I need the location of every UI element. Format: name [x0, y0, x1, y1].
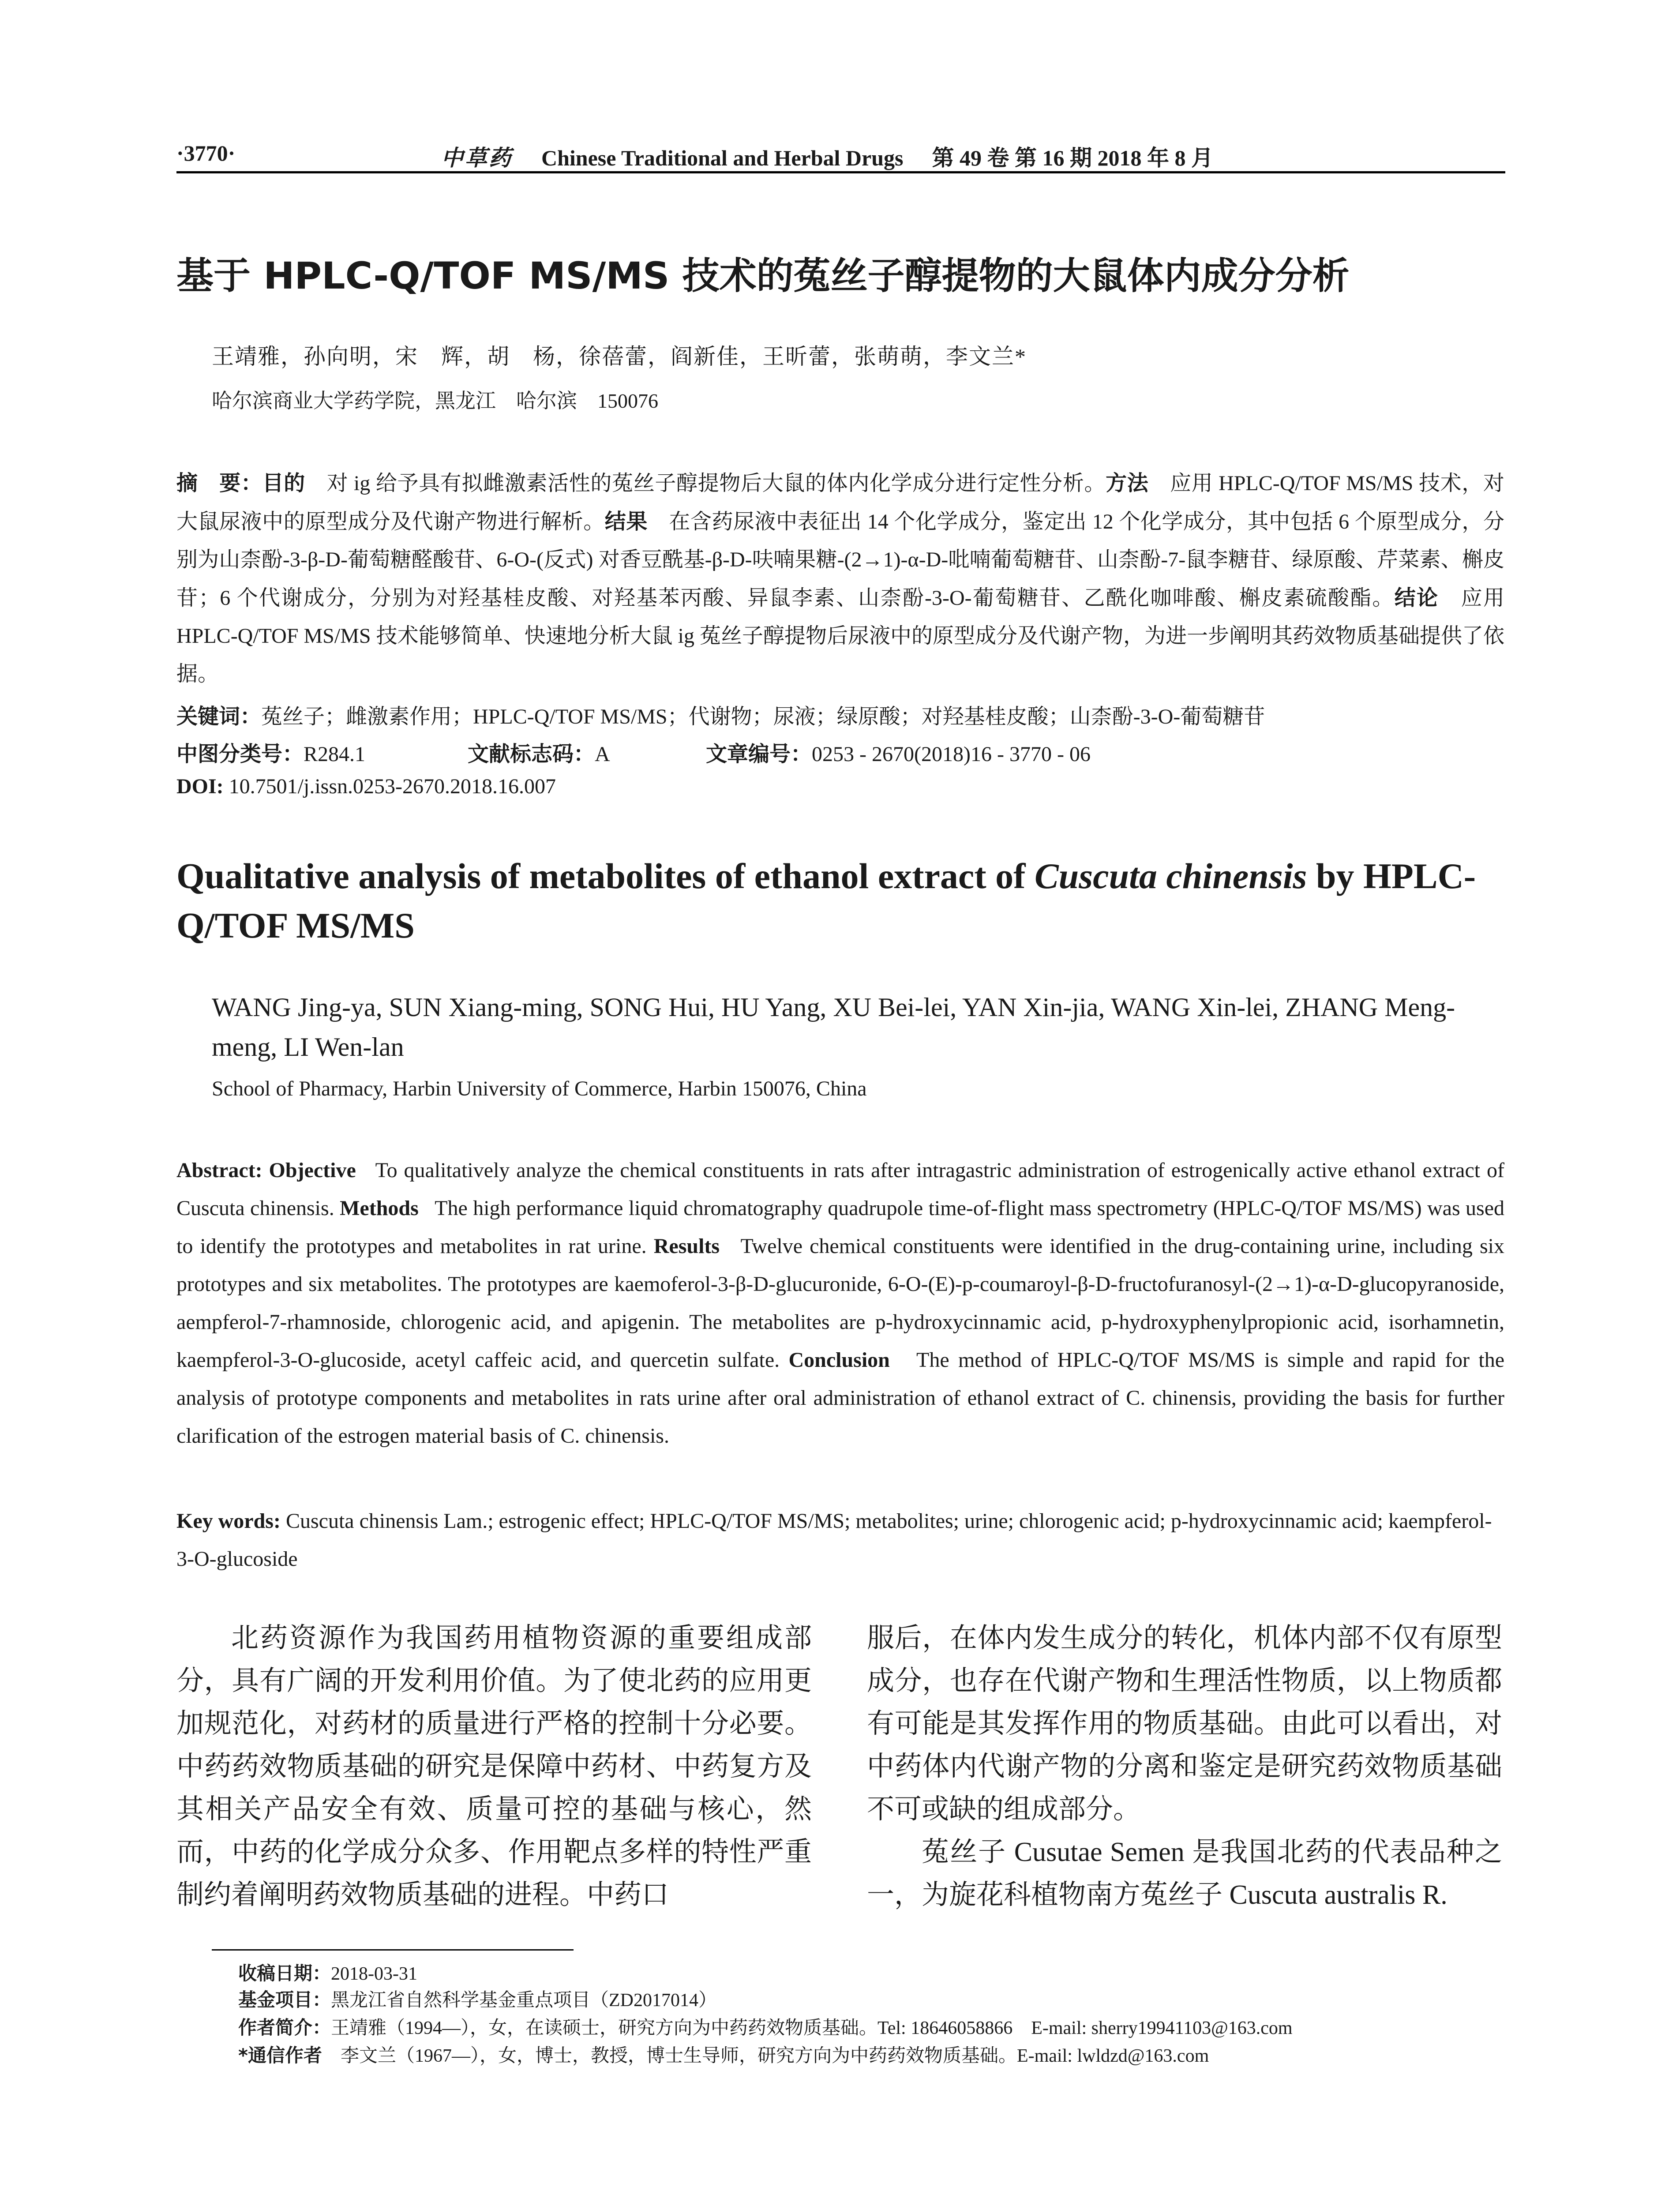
title-en-species: Cuscuta chinensis [1034, 856, 1307, 896]
doi-value[interactable]: 10.7501/j.issn.0253-2670.2018.16.007 [229, 775, 556, 798]
authors-cn: 王靖雅，孙向明，宋 辉，胡 杨，徐蓓蕾，阎新佳，王昕蕾，张萌萌，李文兰* [212, 344, 1027, 369]
objective-cn: 对 ig 给予具有拟雌激素活性的菟丝子醇提物后大鼠的体内化学成分进行定性分析。 [326, 472, 1106, 495]
fund-text: 黑龙江省自然科学基金重点项目（ZD2017014） [331, 1990, 717, 2011]
abstract-en [176, 1152, 1504, 1455]
abstract-en-label: Abstract: Objective [176, 1159, 356, 1182]
journal-issue: 第 49 卷 第 16 期 2018 年 8 月 [932, 146, 1213, 170]
conclusion-en: The method of HPLC-Q/TOF MS/MS is simple and rapid for the analysis of prototype components and metabolites in rats urine after oral administration of ethanol extract of C. chinensis, providing the basis for further clarification of the estrogen material basis of C. chinensis. [176, 1348, 1505, 1448]
body-paragraph: 菟丝子 Cusutae Semen 是我国北药的代表品种之一，为旋花科植物南方菟丝子 Cuscuta australis R. [867, 1837, 1502, 1910]
journal-name-en: Chinese Traditional and Herbal Drugs [541, 146, 904, 170]
keywords-cn [176, 699, 1504, 730]
results-en-label: Results [653, 1234, 720, 1258]
footnote-corresponding [238, 2041, 1518, 2067]
methods-cn-label: 方法 [1106, 471, 1149, 495]
footnote-fund [238, 1985, 1518, 2012]
doi-label: DOI: [176, 775, 224, 798]
footnote-rule [212, 1949, 574, 1951]
affiliation-cn: 哈尔滨商业大学药学院，黑龙江 哈尔滨 150076 [212, 390, 658, 412]
header-rule [176, 171, 1505, 173]
body-paragraph: 北药资源作为我国药用植物资源的重要组成部分，具有广阔的开发利用价值。为了使北药的应用更加规范化，对药材的质量进行严格的控制十分必要。中药药效物质基础的研究是保障中药材、中药复方及其相关产品安全有效、质量可控的基础与核心，然而，中药的化学成分众多、作用靶点多样的特性严重制约着阐明药效物质基础的进程。中药口 [176, 1623, 812, 1910]
fund-label: 基金项目： [238, 1989, 331, 2011]
classification-line [176, 737, 1504, 767]
affiliation-en: School of Pharmacy, Harbin University of Commerce, Harbin 150076, China [212, 1077, 867, 1100]
article-number-label: 文章编号： [706, 742, 812, 766]
received-date: 2018-03-31 [331, 1964, 417, 1984]
title-en [176, 852, 1522, 950]
objective-en: To qualitatively analyze the chemical constituents in rats after intragastric administration of estrogenically active ethanol extract of Cuscuta chinensis. [176, 1159, 1505, 1220]
journal-name-cn: 中草药 [441, 146, 513, 170]
abstract-cn [176, 464, 1504, 693]
body-paragraph: 服后，在体内发生成分的转化，机体内部不仅有原型成分，也存在代谢产物和生理活性物质，以上物质都有可能是其发挥作用的物质基础。由此可以看出，对中药体内代谢产物的分离和鉴定是研究药效物质基础不可或缺的组成部分。 [867, 1623, 1502, 1824]
article-number-value: 0253 - 2670(2018)16 - 3770 - 06 [812, 743, 1091, 766]
journal-header [441, 140, 1500, 172]
footnote-author [238, 2013, 1518, 2040]
conclusion-en-label: Conclusion [788, 1348, 890, 1372]
keywords-cn-text: 菟丝子；雌激素作用；HPLC-Q/TOF MS/MS；代谢物；尿液；绿原酸；对羟基桂皮酸；山柰酚-3-O-葡萄糖苷 [261, 705, 1265, 728]
methods-cn: 应用 HPLC-Q/TOF MS/MS 技术，对大鼠尿液中的原型成分及代谢产物进行解析。 [176, 472, 1504, 533]
title-cn: 基于 HPLC-Q/TOF MS/MS 技术的菟丝子醇提物的大鼠体内成分分析 [176, 254, 1350, 297]
clc-label: 中图分类号： [176, 742, 304, 766]
title-en-part1: Qualitative analysis of metabolites of ethanol extract of [176, 856, 1035, 896]
results-cn: 在含药尿液中表征出 14 个化学成分，鉴定出 12 个化学成分，其中包括 6 个原型成分，分别为山柰酚-3-β-D-葡萄糖醛酸苷、6-O-(反式) 对香豆酰基-β-D-呋喃果糖-(2→1)-α-D-吡喃葡萄糖苷、山柰酚-7-鼠李糖苷、绿原酸、芹菜素、槲皮苷；6 个代谢成分，分别为对羟基桂皮酸、对羟基苯丙酸、异鼠李素、山柰酚-3-O-葡萄糖苷、乙酰化咖啡酸、槲皮素硫酸酯。 [176, 510, 1504, 610]
clc-value: R284.1 [304, 743, 366, 766]
doi-line [176, 774, 1504, 799]
author-bio-label: 作者简介： [238, 2017, 331, 2038]
keywords-en-label: Key words: [176, 1509, 281, 1533]
page-number: ·3770· [176, 141, 236, 165]
author-bio-text: 王靖雅（1994—），女，在读硕士，研究方向为中药药效物质基础。Tel: 18646058866 E-mail: sherry19941103@163.com [331, 2018, 1293, 2038]
results-en: Twelve chemical constituents were identified in the drug-containing urine, including six prototypes and six metabolites. The prototypes are kaemoferol-3-β-D-glucuronide, 6-O-(E)-p-coumaroyl-β-D-fructofuranosyl-(2→1)-α-D-glucopyranoside, aempferol-7-rhamnoside, chlorogenic acid, and apigenin. The metabolites are p-hydroxycinnamic acid, p-hydroxyphenylpropionic acid, isorhamnetin, kaempferol-3-O-glucoside, acetyl caffeic acid, and quercetin sulfate. [176, 1234, 1505, 1372]
received-label: 收稿日期： [238, 1962, 331, 1984]
doc-code-label: 文献标志码： [468, 742, 595, 766]
body-column-right [867, 1617, 1502, 1917]
title-en-part2: by HPLC-Q/TOF MS/MS [176, 856, 1476, 945]
doc-code-value: A [595, 743, 610, 766]
keywords-en-text: Cuscuta chinensis Lam.; estrogenic effect; HPLC-Q/TOF MS/MS; metabolites; urine; chlorogenic acid; p-hydroxycinnamic acid; kaempferol-3-O-glucoside [176, 1509, 1492, 1571]
footnote-received [238, 1959, 1518, 1985]
keywords-en [176, 1502, 1504, 1578]
body-column-left [176, 1617, 812, 1917]
conclusion-cn-label: 结论 [1394, 585, 1439, 610]
conclusion-cn: 应用 HPLC-Q/TOF MS/MS 技术能够简单、快速地分析大鼠 ig 菟丝子醇提物后尿液中的原型成分及代谢产物，为进一步阐明其药效物质基础提供了依据。 [176, 586, 1504, 686]
keywords-cn-label: 关键词： [176, 704, 262, 729]
authors-en: WANG Jing-ya, SUN Xiang-ming, SONG Hui, HU Yang, XU Bei-lei, YAN Xin-jia, WANG Xin-lei, ZHANG Meng-meng, LI Wen-lan [212, 993, 1455, 1062]
methods-en: The high performance liquid chromatography quadrupole time-of-flight mass spectrometry (HPLC-Q/TOF MS/MS) was used to identify the prototypes and metabolites in rat urine. [176, 1197, 1505, 1258]
results-cn-label: 结果 [604, 509, 648, 534]
objective-cn-label: 目的 [262, 471, 305, 495]
corresponding-text: 李文兰（1967—），女，博士，教授，博士生导师，研究方向为中药药效物质基础。E-mail: lwldzd@163.com [340, 2046, 1209, 2066]
methods-en-label: Methods [340, 1197, 419, 1220]
corresponding-label: *通信作者 [238, 2045, 322, 2066]
abstract-cn-label: 摘 要： [176, 471, 262, 495]
